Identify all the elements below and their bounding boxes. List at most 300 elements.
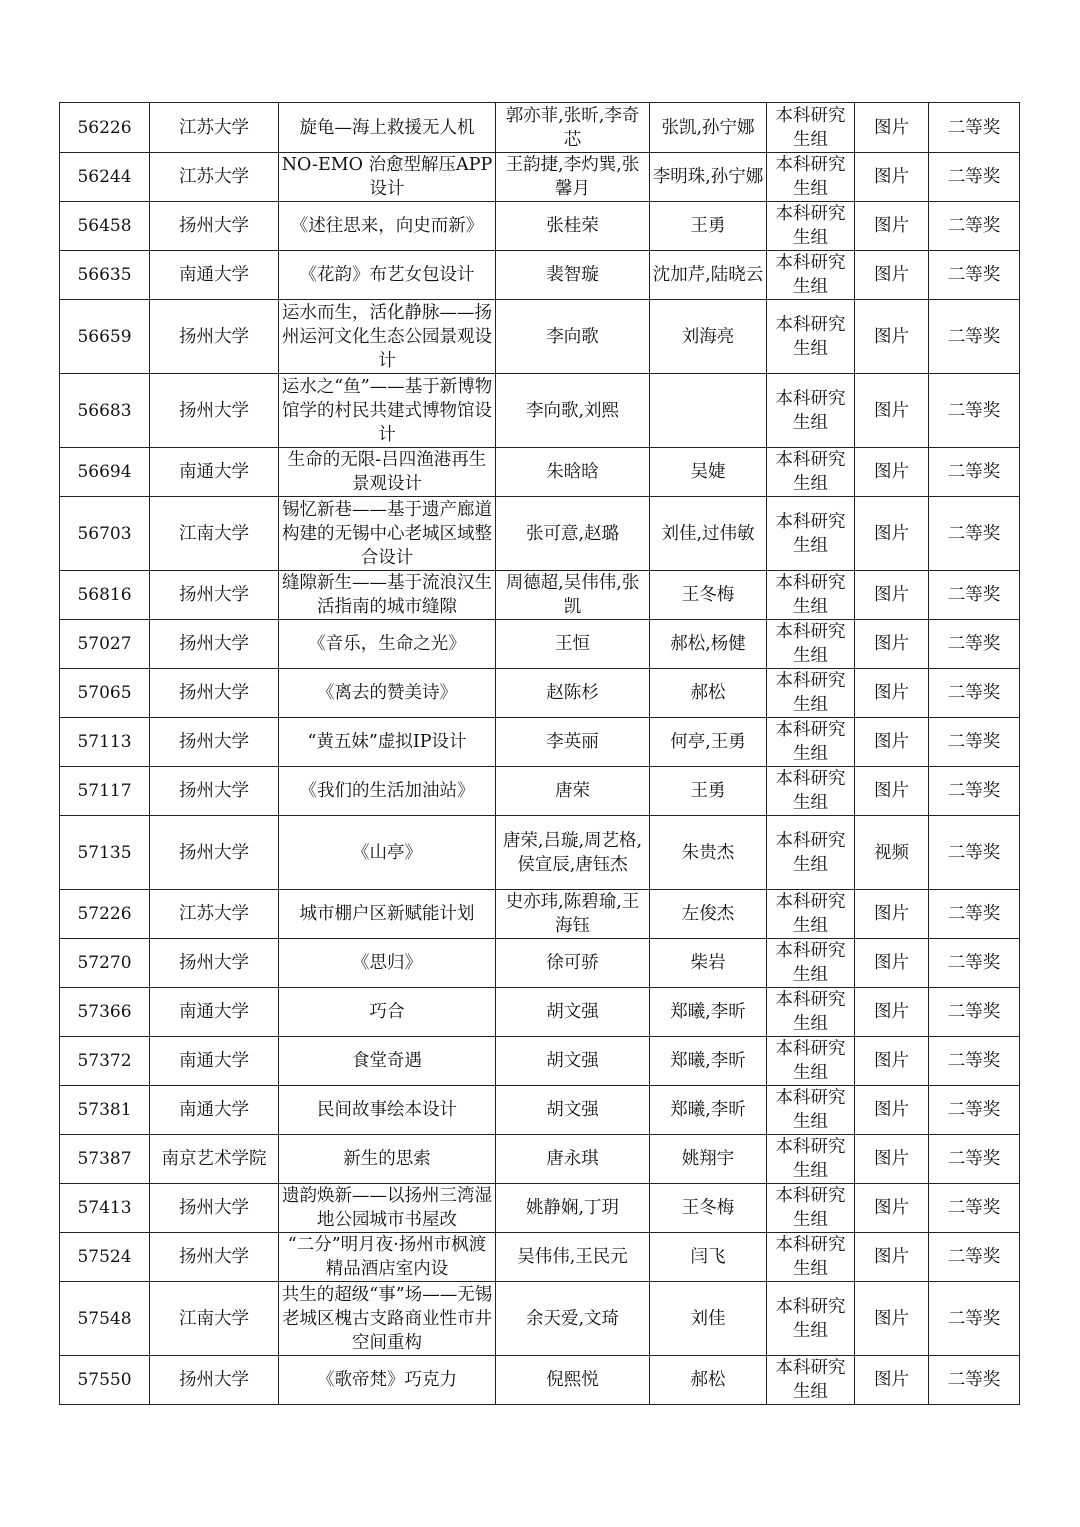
cell-authors-text: 唐荣,吕璇,周艺格,侯宣辰,唐钰杰 — [502, 830, 643, 875]
cell-group — [767, 153, 855, 202]
cell-authors — [496, 1233, 650, 1282]
cell-advisors-text: 柴岩 — [690, 953, 726, 973]
cell-work-type-text: 图片 — [874, 117, 909, 138]
cell-authors-text: 唐荣 — [555, 781, 590, 801]
cell-authors — [496, 1356, 650, 1405]
table-row — [60, 448, 1020, 497]
cell-school — [150, 1037, 279, 1086]
cell-work-type — [855, 1037, 929, 1086]
cell-authors — [496, 153, 650, 202]
table-row — [60, 1086, 1020, 1135]
cell-award — [929, 1282, 1020, 1356]
cell-work-title — [279, 620, 496, 669]
cell-award — [929, 448, 1020, 497]
cell-work-title-text: 共生的超级“事”场——无锡老城区槐古支路商业性市井空间重构 — [281, 1284, 493, 1353]
cell-group — [767, 448, 855, 497]
cell-work-type — [855, 1135, 929, 1184]
cell-entry-id — [60, 816, 150, 890]
cell-work-type-text: 图片 — [874, 462, 909, 482]
cell-group — [767, 497, 855, 571]
cell-award-text: 二等奖 — [947, 326, 1001, 347]
cell-entry-id — [60, 767, 150, 816]
cell-school — [150, 374, 279, 448]
cell-award-text: 二等奖 — [947, 634, 1001, 654]
cell-work-type-text: 图片 — [874, 953, 909, 973]
cell-school — [150, 620, 279, 669]
cell-authors-text: 郭亦菲,张昕,李奇芯 — [505, 105, 640, 150]
cell-school-text: 南通大学 — [179, 462, 249, 482]
cell-work-type-text: 图片 — [874, 585, 909, 605]
cell-authors-text: 王韵捷,李灼巽,张馨月 — [505, 155, 640, 199]
cell-entry-id-text: 57027 — [77, 634, 132, 654]
cell-entry-id — [60, 1356, 150, 1405]
cell-award-text: 二等奖 — [947, 781, 1001, 801]
cell-advisors — [650, 153, 767, 202]
cell-school — [150, 202, 279, 251]
cell-group — [767, 251, 855, 300]
cell-group — [767, 374, 855, 448]
cell-award-text: 二等奖 — [947, 1247, 1001, 1267]
cell-advisors-text: 左俊杰 — [681, 904, 735, 924]
cell-entry-id — [60, 497, 150, 571]
cell-work-title — [279, 153, 496, 202]
cell-work-title — [279, 1282, 496, 1356]
cell-advisors — [650, 890, 767, 939]
cell-work-type-text: 图片 — [874, 683, 909, 703]
cell-work-title — [279, 718, 496, 767]
cell-school-text: 江南大学 — [179, 1308, 249, 1329]
cell-work-title — [279, 1233, 496, 1282]
cell-work-title — [279, 1135, 496, 1184]
cell-school-text: 江苏大学 — [179, 117, 249, 138]
cell-work-title-text: 旋龟—海上救援无人机 — [299, 117, 475, 138]
cell-work-type-text: 图片 — [874, 634, 909, 654]
cell-award-text: 二等奖 — [947, 1370, 1001, 1390]
cell-award-text: 二等奖 — [947, 216, 1001, 236]
cell-group — [767, 300, 855, 374]
cell-authors-text: 张桂荣 — [546, 216, 599, 236]
cell-advisors — [650, 251, 767, 300]
cell-work-title-text: 运水而生，活化静脉——扬州运河文化生态公园景观设计 — [282, 302, 492, 371]
cell-entry-id — [60, 620, 150, 669]
cell-entry-id-text: 57413 — [77, 1198, 132, 1218]
cell-group — [767, 718, 855, 767]
cell-work-type-text: 图片 — [874, 523, 909, 544]
cell-school — [150, 1184, 279, 1233]
cell-group-text: 本科研究生组 — [775, 892, 846, 936]
cell-group-text: 本科研究生组 — [775, 1088, 846, 1132]
cell-authors-text: 史亦玮,陈碧瑜,王海钰 — [505, 892, 640, 936]
cell-school-text: 扬州大学 — [179, 585, 249, 605]
cell-entry-id — [60, 1135, 150, 1184]
cell-advisors-text: 朱贵杰 — [681, 842, 735, 863]
cell-award — [929, 669, 1020, 718]
table-row — [60, 669, 1020, 718]
cell-advisors — [650, 202, 767, 251]
cell-group-text: 本科研究生组 — [775, 830, 846, 875]
cell-advisors — [650, 718, 767, 767]
cell-advisors-text: 王勇 — [690, 781, 726, 801]
cell-award-text: 二等奖 — [947, 523, 1001, 544]
table-body — [60, 103, 1020, 1405]
cell-group-text: 本科研究生组 — [775, 105, 846, 150]
cell-advisors — [650, 571, 767, 620]
cell-advisors — [650, 374, 767, 448]
cell-work-type-text: 图片 — [874, 400, 909, 421]
cell-work-type — [855, 1282, 929, 1356]
cell-entry-id — [60, 1086, 150, 1135]
cell-award-text: 二等奖 — [947, 1051, 1001, 1071]
cell-group — [767, 1282, 855, 1356]
cell-school-text: 南京艺术学院 — [161, 1149, 267, 1169]
cell-work-type — [855, 767, 929, 816]
cell-school — [150, 988, 279, 1037]
cell-authors — [496, 251, 650, 300]
cell-group — [767, 620, 855, 669]
cell-award — [929, 1233, 1020, 1282]
cell-work-title — [279, 571, 496, 620]
cell-advisors — [650, 669, 767, 718]
table-row — [60, 300, 1020, 374]
cell-work-type — [855, 1184, 929, 1233]
cell-award — [929, 890, 1020, 939]
award-table — [59, 102, 1020, 1405]
cell-work-title — [279, 988, 496, 1037]
cell-advisors-text: 李明珠,孙宁娜 — [652, 167, 764, 187]
cell-group-text: 本科研究生组 — [775, 388, 846, 433]
cell-school-text: 扬州大学 — [179, 1247, 249, 1267]
cell-entry-id-text: 56244 — [77, 167, 132, 187]
cell-award-text: 二等奖 — [947, 1100, 1001, 1120]
cell-authors — [496, 1282, 650, 1356]
cell-school — [150, 1135, 279, 1184]
cell-work-type — [855, 816, 929, 890]
cell-work-type-text: 图片 — [874, 1198, 909, 1218]
cell-work-title — [279, 816, 496, 890]
cell-entry-id — [60, 103, 150, 153]
cell-work-title — [279, 890, 496, 939]
cell-group-text: 本科研究生组 — [775, 573, 846, 617]
cell-entry-id — [60, 300, 150, 374]
cell-work-type — [855, 620, 929, 669]
cell-advisors-text: 王冬梅 — [681, 1198, 735, 1218]
cell-award — [929, 620, 1020, 669]
cell-school — [150, 1282, 279, 1356]
cell-entry-id — [60, 988, 150, 1037]
cell-work-type — [855, 300, 929, 374]
cell-school — [150, 767, 279, 816]
cell-group — [767, 816, 855, 890]
cell-authors — [496, 1184, 650, 1233]
cell-award — [929, 1356, 1020, 1405]
cell-advisors — [650, 988, 767, 1037]
cell-school-text: 扬州大学 — [179, 683, 249, 703]
cell-entry-id — [60, 669, 150, 718]
cell-group — [767, 103, 855, 153]
cell-authors-text: 唐永琪 — [546, 1149, 599, 1169]
cell-authors — [496, 1037, 650, 1086]
cell-work-type — [855, 988, 929, 1037]
cell-award-text: 二等奖 — [947, 167, 1001, 187]
cell-school-text: 扬州大学 — [179, 1370, 249, 1390]
cell-advisors-text: 刘海亮 — [681, 326, 735, 347]
cell-school — [150, 1233, 279, 1282]
cell-authors — [496, 669, 650, 718]
cell-work-title-text: 食堂奇遇 — [352, 1051, 422, 1071]
cell-entry-id-text: 57270 — [77, 953, 132, 973]
cell-entry-id — [60, 1233, 150, 1282]
cell-entry-id — [60, 1184, 150, 1233]
cell-work-title-text: “二分”明月夜·扬州市枫渡精品酒店室内设 — [287, 1235, 487, 1279]
cell-entry-id-text: 57550 — [77, 1370, 132, 1390]
cell-entry-id-text: 57117 — [77, 781, 132, 801]
cell-advisors — [650, 816, 767, 890]
cell-advisors — [650, 497, 767, 571]
cell-award — [929, 939, 1020, 988]
cell-advisors-text: 郝松,杨健 — [670, 634, 746, 654]
cell-work-title — [279, 669, 496, 718]
cell-advisors-text: 刘佳,过伟敏 — [661, 523, 755, 544]
cell-school — [150, 890, 279, 939]
cell-authors — [496, 718, 650, 767]
cell-award-text: 二等奖 — [947, 585, 1001, 605]
cell-authors — [496, 816, 650, 890]
cell-authors — [496, 497, 650, 571]
cell-authors-text: 吴伟伟,王民元 — [517, 1247, 628, 1267]
cell-authors — [496, 988, 650, 1037]
cell-advisors-text: 郑曦,李昕 — [670, 1100, 746, 1120]
cell-school — [150, 153, 279, 202]
cell-award-text: 二等奖 — [947, 1198, 1001, 1218]
cell-advisors — [650, 448, 767, 497]
cell-authors — [496, 202, 650, 251]
cell-school-text: 江苏大学 — [179, 167, 249, 187]
cell-award — [929, 497, 1020, 571]
cell-award-text: 二等奖 — [947, 1308, 1001, 1329]
cell-advisors — [650, 620, 767, 669]
cell-school — [150, 448, 279, 497]
cell-group-text: 本科研究生组 — [775, 720, 846, 764]
cell-authors-text: 余天爱,文琦 — [525, 1308, 620, 1329]
cell-advisors — [650, 1282, 767, 1356]
cell-school — [150, 497, 279, 571]
cell-work-title — [279, 202, 496, 251]
cell-work-title-text: 《述往思来，向史而新》 — [290, 216, 484, 236]
cell-work-title — [279, 251, 496, 300]
cell-school-text: 南通大学 — [179, 1051, 249, 1071]
cell-work-type — [855, 1356, 929, 1405]
cell-group-text: 本科研究生组 — [775, 314, 846, 359]
cell-work-title-text: 《我们的生活加油站》 — [299, 781, 475, 801]
cell-advisors-text: 沈加芹,陆晓云 — [652, 265, 764, 285]
cell-award — [929, 202, 1020, 251]
cell-work-type — [855, 202, 929, 251]
cell-award — [929, 1184, 1020, 1233]
cell-authors-text: 胡文强 — [546, 1051, 599, 1071]
cell-group — [767, 202, 855, 251]
cell-entry-id-text: 57113 — [77, 732, 132, 752]
cell-school-text: 扬州大学 — [179, 400, 249, 421]
table-row — [60, 103, 1020, 153]
cell-entry-id — [60, 448, 150, 497]
cell-award — [929, 300, 1020, 374]
cell-award — [929, 1037, 1020, 1086]
cell-authors — [496, 1086, 650, 1135]
cell-award — [929, 1086, 1020, 1135]
cell-work-title-text: 《思归》 — [352, 953, 422, 973]
cell-authors — [496, 1135, 650, 1184]
cell-work-title-text: 《花韵》布艺女包设计 — [299, 265, 475, 285]
cell-work-title-text: 运水之“鱼”——基于新博物馆学的村民共建式博物馆设计 — [281, 376, 493, 445]
cell-group-text: 本科研究生组 — [775, 1296, 846, 1341]
cell-advisors — [650, 103, 767, 153]
cell-advisors — [650, 767, 767, 816]
cell-entry-id — [60, 251, 150, 300]
cell-work-title-text: 《歌帝梵》巧克力 — [317, 1370, 457, 1390]
cell-entry-id-text: 57548 — [77, 1308, 132, 1329]
cell-group — [767, 1037, 855, 1086]
cell-entry-id — [60, 571, 150, 620]
cell-work-type-text: 图片 — [874, 326, 909, 347]
cell-work-title-text: “黄五妹”虚拟IP设计 — [307, 732, 467, 752]
cell-work-type-text: 图片 — [874, 216, 909, 236]
cell-award — [929, 816, 1020, 890]
cell-work-title — [279, 300, 496, 374]
cell-group-text: 本科研究生组 — [775, 253, 846, 297]
table-row — [60, 497, 1020, 571]
cell-entry-id — [60, 374, 150, 448]
cell-school-text: 扬州大学 — [179, 842, 249, 863]
cell-award — [929, 374, 1020, 448]
cell-school-text: 南通大学 — [179, 265, 249, 285]
cell-work-title-text: 城市棚户区新赋能计划 — [299, 904, 475, 924]
cell-group-text: 本科研究生组 — [775, 155, 846, 199]
cell-entry-id-text: 57387 — [77, 1149, 132, 1169]
table-row — [60, 939, 1020, 988]
cell-work-type — [855, 571, 929, 620]
cell-award — [929, 767, 1020, 816]
cell-group-text: 本科研究生组 — [775, 769, 846, 813]
cell-authors — [496, 890, 650, 939]
cell-award — [929, 153, 1020, 202]
cell-work-type-text: 图片 — [874, 732, 909, 752]
cell-work-title-text: 《山亭》 — [352, 842, 422, 863]
cell-group-text: 本科研究生组 — [775, 511, 846, 556]
cell-group-text: 本科研究生组 — [775, 1137, 846, 1181]
cell-work-type — [855, 669, 929, 718]
cell-entry-id-text: 56659 — [77, 326, 132, 347]
cell-authors — [496, 620, 650, 669]
cell-advisors — [650, 1233, 767, 1282]
cell-work-type — [855, 890, 929, 939]
cell-work-title-text: 《音乐，生命之光》 — [308, 634, 466, 654]
cell-entry-id — [60, 202, 150, 251]
cell-work-type-text: 图片 — [874, 1370, 909, 1390]
cell-entry-id-text: 56703 — [77, 523, 132, 544]
cell-group-text: 本科研究生组 — [775, 941, 846, 985]
cell-authors-text: 李英丽 — [546, 732, 599, 752]
cell-authors — [496, 103, 650, 153]
cell-group — [767, 571, 855, 620]
cell-work-type-text: 图片 — [874, 904, 909, 924]
cell-group — [767, 939, 855, 988]
cell-work-type-text: 图片 — [874, 1100, 909, 1120]
cell-school — [150, 571, 279, 620]
cell-entry-id-text: 56694 — [77, 462, 132, 482]
cell-school-text: 江南大学 — [179, 523, 249, 544]
cell-authors-text: 李向歌 — [546, 326, 599, 347]
cell-school — [150, 300, 279, 374]
cell-entry-id — [60, 153, 150, 202]
cell-work-type-text: 图片 — [874, 1149, 909, 1169]
cell-entry-id-text: 57372 — [77, 1051, 132, 1071]
cell-authors-text: 张可意,赵璐 — [525, 523, 620, 544]
cell-work-type — [855, 448, 929, 497]
cell-group-text: 本科研究生组 — [775, 1039, 846, 1083]
cell-advisors — [650, 1135, 767, 1184]
cell-work-title — [279, 939, 496, 988]
table-row — [60, 571, 1020, 620]
cell-authors-text: 胡文强 — [546, 1100, 599, 1120]
cell-group-text: 本科研究生组 — [775, 1235, 846, 1279]
cell-entry-id — [60, 1037, 150, 1086]
cell-authors — [496, 767, 650, 816]
cell-award — [929, 718, 1020, 767]
cell-group — [767, 890, 855, 939]
cell-advisors-text: 刘佳 — [690, 1308, 726, 1329]
cell-school-text: 南通大学 — [179, 1100, 249, 1120]
table-row — [60, 1135, 1020, 1184]
cell-school — [150, 816, 279, 890]
cell-entry-id — [60, 1282, 150, 1356]
cell-entry-id-text: 56458 — [77, 216, 132, 236]
cell-authors — [496, 939, 650, 988]
cell-school-text: 扬州大学 — [179, 216, 249, 236]
cell-entry-id-text: 57135 — [77, 842, 132, 863]
cell-work-type — [855, 103, 929, 153]
cell-work-title-text: 巧合 — [369, 1002, 405, 1022]
cell-authors-text: 李向歌,刘熙 — [525, 400, 620, 421]
cell-advisors-text: 吴婕 — [690, 462, 726, 482]
cell-work-title-text: 民间故事绘本设计 — [317, 1100, 457, 1120]
cell-school — [150, 251, 279, 300]
cell-entry-id — [60, 718, 150, 767]
cell-advisors — [650, 1184, 767, 1233]
table-row — [60, 767, 1020, 816]
cell-award-text: 二等奖 — [947, 842, 1001, 863]
cell-group — [767, 1135, 855, 1184]
cell-school-text: 江苏大学 — [179, 904, 249, 924]
cell-entry-id — [60, 939, 150, 988]
cell-award-text: 二等奖 — [947, 117, 1001, 138]
cell-entry-id-text: 56226 — [77, 117, 132, 138]
cell-award-text: 二等奖 — [947, 732, 1001, 752]
cell-entry-id-text: 57065 — [77, 683, 132, 703]
cell-work-type-text: 图片 — [874, 265, 909, 285]
cell-work-type-text: 图片 — [874, 1002, 909, 1022]
cell-entry-id-text: 57366 — [77, 1002, 132, 1022]
cell-work-title-text: 生命的无限-吕四渔港再生景观设计 — [287, 450, 487, 494]
table-row — [60, 202, 1020, 251]
cell-entry-id-text: 56683 — [77, 400, 132, 421]
cell-authors — [496, 571, 650, 620]
cell-work-type — [855, 374, 929, 448]
cell-advisors-text: 郝松 — [690, 1370, 726, 1390]
cell-group — [767, 1356, 855, 1405]
cell-work-type-text: 图片 — [874, 781, 909, 801]
cell-group-text: 本科研究生组 — [775, 1358, 846, 1402]
cell-group-text: 本科研究生组 — [775, 990, 846, 1034]
